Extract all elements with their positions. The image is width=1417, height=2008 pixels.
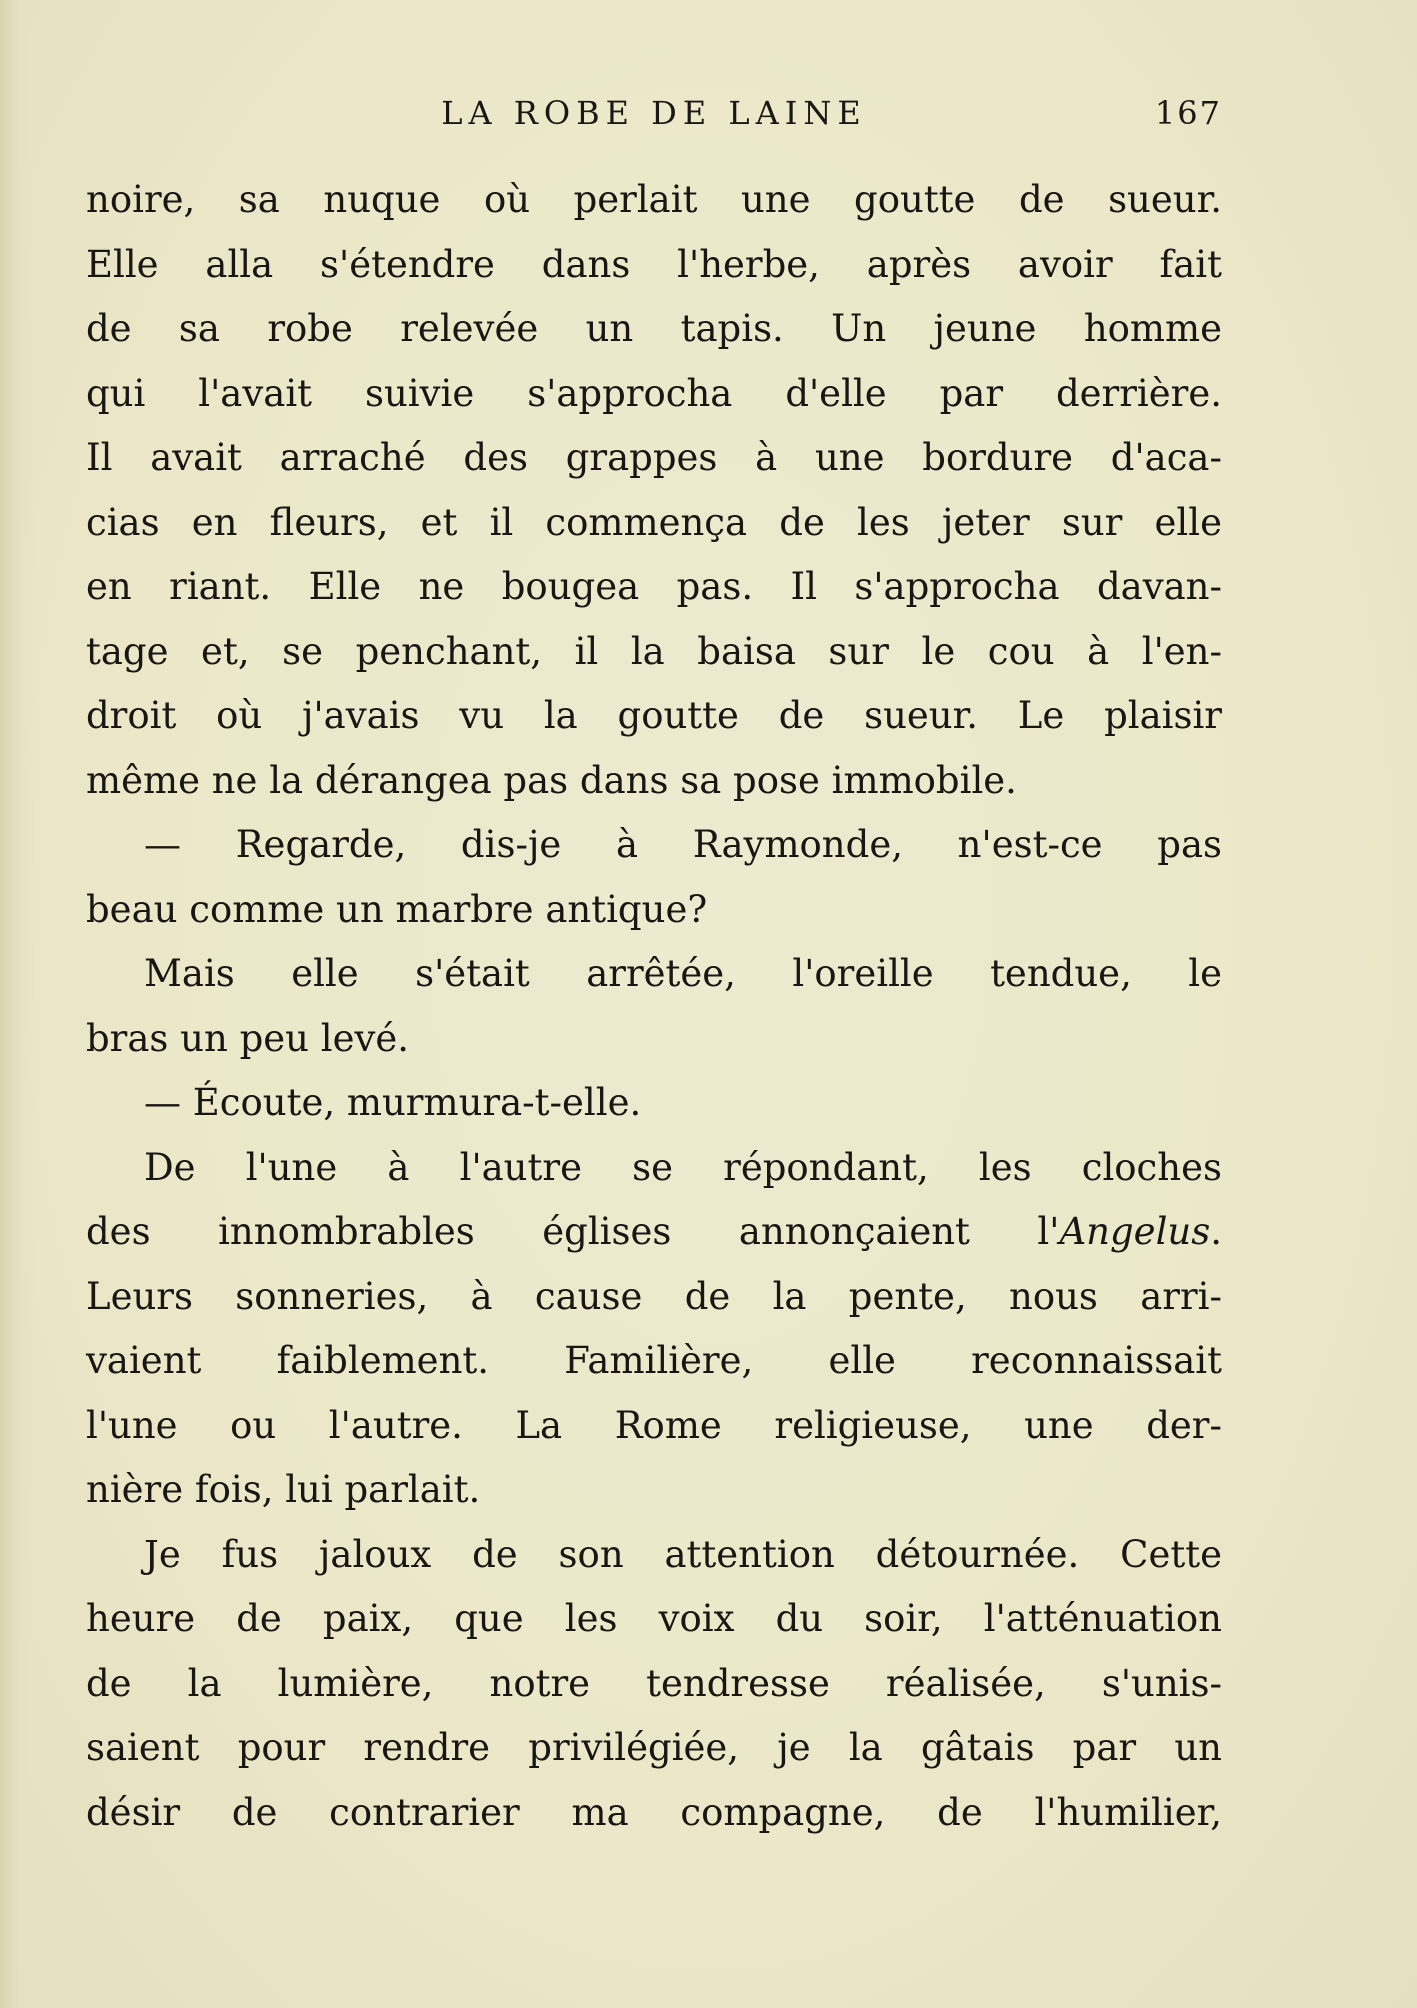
text-line (86, 491, 1222, 556)
text-line (86, 1265, 1222, 1330)
text-line (86, 555, 1222, 620)
text-line (86, 1523, 1222, 1588)
text-line (86, 168, 1222, 233)
text-line-content: en riant. Elle ne bougea pas. Il s'approcha davan- (86, 565, 1222, 608)
text-line (86, 1136, 1222, 1201)
text-line-content: de sa robe relevée un tapis. Un jeune homme (86, 307, 1222, 350)
text-line (86, 1007, 1222, 1072)
text-line-content: — Regarde, dis-je à Raymonde, n'est-ce pas (144, 823, 1222, 866)
text-line-content: Je fus jaloux de son attention détournée. Cette (144, 1532, 1222, 1576)
text-line (86, 297, 1222, 362)
trailing-punctuation: . (1210, 1210, 1222, 1253)
page-header (86, 94, 1222, 138)
text-line-content: heure de paix, que les voix du soir, l'atténuation (86, 1597, 1222, 1640)
text-line-content: qui l'avait suivie s'approcha d'elle par derrière. (86, 371, 1222, 415)
text-line-content: noire, sa nuque où perlait une goutte de sueur. (86, 178, 1222, 221)
text-line-content: de la lumière, notre tendresse réalisée, s'unis- (86, 1661, 1222, 1705)
text-line-content: De l'une à l'autre se répondant, les cloches (144, 1145, 1222, 1189)
text-line-content: vaient faiblement. Familière, elle reconnaissait (86, 1339, 1222, 1382)
page-gutter-shadow (0, 0, 34, 2008)
text-line-content: droit où j'avais vu la goutte de sueur. Le plaisir (86, 694, 1222, 737)
text-line (86, 1587, 1222, 1652)
text-line-content: des innombrables églises annonçaient l' (86, 1210, 1060, 1253)
text-line-content: saient pour rendre privilégiée, je la gâtais par un (86, 1726, 1222, 1769)
text-line-content: nière fois, lui parlait. (86, 1468, 481, 1511)
italic-word: Angelus (1059, 1210, 1211, 1253)
text-line-content: même ne la dérangea pas dans sa pose immobile. (86, 758, 1017, 802)
text-line (86, 942, 1222, 1007)
text-line (86, 684, 1222, 749)
text-line (86, 1200, 1222, 1265)
text-line (86, 233, 1222, 298)
text-line (86, 1458, 1222, 1523)
text-line-content: cias en fleurs, et il commença de les jeter sur elle (86, 500, 1222, 544)
text-line-content: l'une ou l'autre. La Rome religieuse, une der- (86, 1403, 1222, 1447)
text-line (86, 1652, 1222, 1717)
text-line (86, 426, 1222, 491)
text-line (86, 1781, 1222, 1846)
text-line (86, 1329, 1222, 1394)
text-line-content: Elle alla s'étendre dans l'herbe, après avoir fait (86, 242, 1222, 286)
text-line-content: — Écoute, murmura-t-elle. (144, 1081, 642, 1124)
text-line (86, 749, 1222, 814)
text-line-content: bras un peu levé. (86, 1016, 410, 1060)
text-line (86, 1716, 1222, 1781)
body-text (86, 168, 1222, 1845)
text-line-content: tage et, se penchant, il la baisa sur le cou à l'en- (86, 629, 1222, 673)
text-line (86, 620, 1222, 685)
text-line (86, 878, 1222, 943)
page-number: 167 (1154, 94, 1222, 132)
text-line-content: Il avait arraché des grappes à une bordure d'aca- (86, 436, 1222, 479)
text-line (86, 1394, 1222, 1459)
text-line (86, 362, 1222, 427)
text-line (86, 813, 1222, 878)
text-line-content: Leurs sonneries, à cause de la pente, nous arri- (86, 1274, 1222, 1318)
running-title: LA ROBE DE LAINE (441, 94, 867, 132)
text-line-content: Mais elle s'était arrêtée, l'oreille tendue, le (144, 952, 1222, 995)
text-line (86, 1071, 1222, 1136)
text-line-content: désir de contrarier ma compagne, de l'humilier, (86, 1790, 1222, 1834)
text-line-content: beau comme un marbre antique? (86, 887, 708, 931)
